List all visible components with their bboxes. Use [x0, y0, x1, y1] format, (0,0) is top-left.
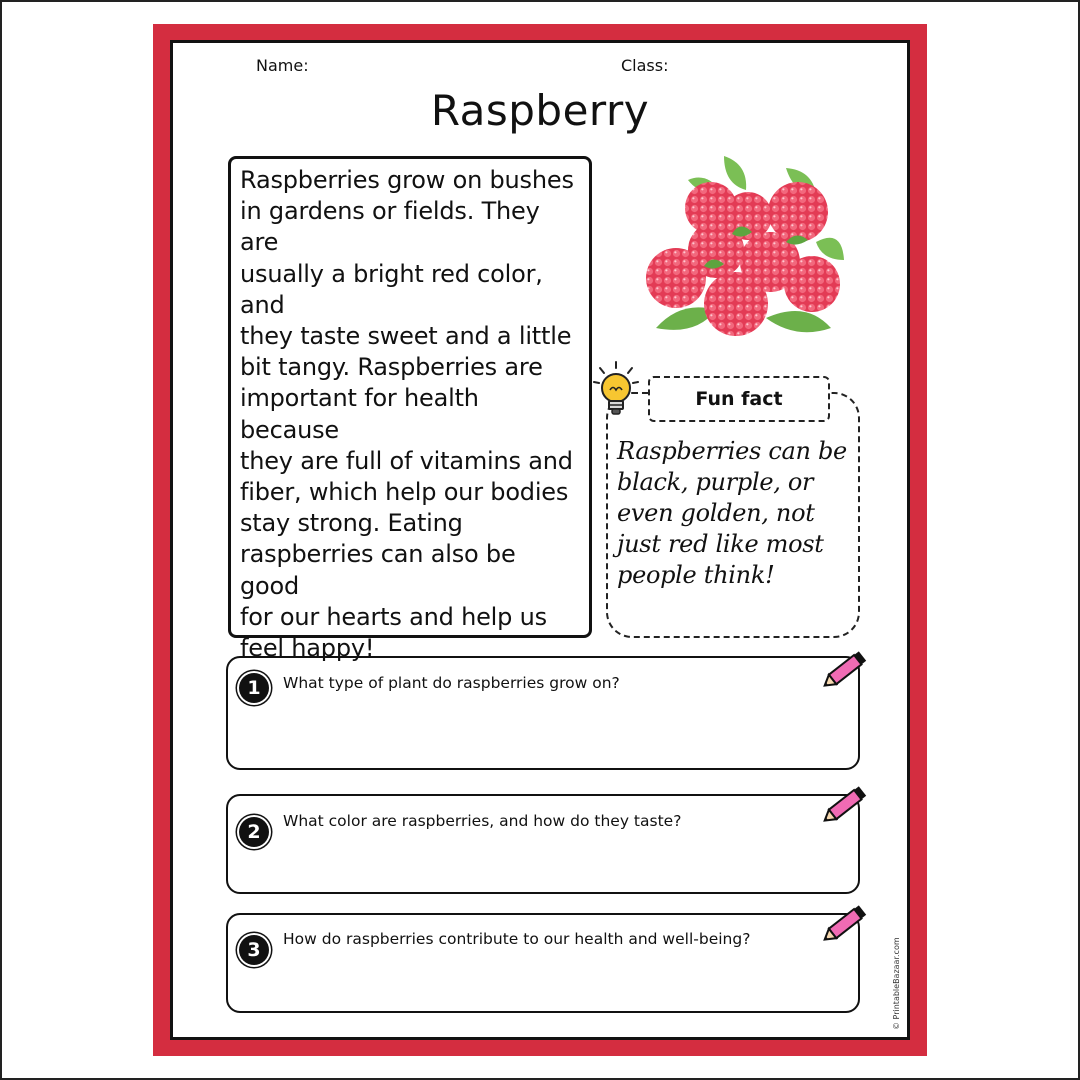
passage-line: stay strong. Eating — [240, 509, 463, 538]
reading-passage-box — [228, 156, 592, 663]
answer-box-2[interactable] — [226, 794, 860, 894]
passage-line: important for health because — [240, 384, 479, 444]
reading-passage — [240, 165, 581, 664]
pencil-icon — [818, 648, 872, 694]
class-label: Class: — [621, 56, 669, 75]
answer-box-3[interactable] — [226, 913, 860, 1013]
fact-line: Raspberries can be — [617, 437, 847, 465]
lightbulb-icon — [592, 360, 640, 420]
fact-line: black, purple, or — [617, 468, 814, 496]
fact-line: even golden, not — [617, 499, 815, 527]
raspberry-cluster-image — [636, 150, 848, 346]
question-number-badge: 2 — [239, 817, 269, 847]
passage-line: in gardens or fields. They are — [240, 197, 540, 257]
passage-line: they taste sweet and a little — [240, 322, 572, 351]
passage-line: usually a bright red color, and — [240, 259, 543, 319]
question-number-badge: 1 — [239, 673, 269, 703]
passage-line: bit tangy. Raspberries are — [240, 353, 543, 382]
question-text-2: What color are raspberries, and how do they taste? — [283, 812, 682, 830]
pencil-icon — [818, 902, 872, 948]
page-title: Raspberry — [430, 86, 650, 135]
fact-line: people think! — [617, 561, 775, 589]
fun-fact-label: Fun fact — [648, 376, 830, 422]
passage-line: fiber, which help our bodies — [240, 478, 569, 507]
pencil-icon — [818, 783, 872, 829]
question-text-3: How do raspberries contribute to our health and well-being? — [283, 930, 751, 948]
passage-line: raspberries can also be good — [240, 540, 516, 600]
passage-line: they are full of vitamins and — [240, 446, 573, 475]
copyright-credit: © PrintableBazaar.com — [892, 937, 901, 1030]
passage-line: for our hearts and help us — [240, 602, 547, 631]
fact-line: just red like most — [617, 530, 824, 558]
question-text-1: What type of plant do raspberries grow on? — [283, 674, 620, 692]
name-label: Name: — [256, 56, 309, 75]
fun-fact-text — [617, 436, 852, 591]
passage-line: Raspberries grow on bushes — [240, 166, 574, 194]
passage-line: feel happy! — [240, 634, 375, 663]
question-number-badge: 3 — [239, 935, 269, 965]
